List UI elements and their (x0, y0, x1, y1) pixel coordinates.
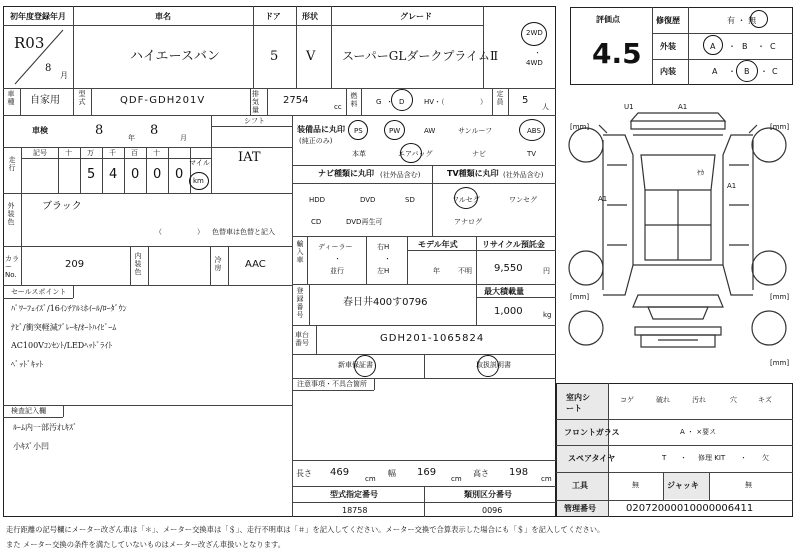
color-no: 209 (65, 259, 85, 270)
mileage-digit: 0 (131, 167, 140, 182)
fuel-close: ） (480, 98, 487, 106)
main-form (3, 6, 556, 517)
score-value: 4.5 (592, 37, 642, 70)
mileage-digit: 4 (109, 167, 118, 182)
cm-unit: cm (365, 475, 376, 483)
jack: 無 (745, 481, 752, 489)
seat-hole: 穴 (730, 396, 737, 404)
drive-2wd-circle (521, 22, 547, 46)
class-no: 0096 (482, 506, 503, 515)
km-circle (189, 172, 209, 190)
interior-b: B (744, 67, 750, 76)
caution-label: 注意事項・不具合箇所 (297, 380, 367, 388)
mark-a1-left: A1 (598, 195, 608, 203)
mgmt-label: 管理番号 (564, 504, 596, 513)
exterior-b: B (742, 42, 748, 51)
inspector-note-line: 小ｷｽﾞ小凹 (13, 442, 49, 451)
fuel-d-circle (391, 89, 413, 111)
shape-label: 形状 (302, 12, 318, 21)
nav-dvd: DVD (360, 196, 376, 204)
doors: 5 (270, 49, 279, 64)
spare-kit: 修理 KIT (698, 454, 726, 462)
seat-scratch: キズ (758, 396, 772, 404)
interior-b-circle (736, 60, 758, 82)
manual-circle (477, 355, 499, 377)
tools: 無 (632, 481, 639, 489)
mark-u1: U1 (624, 103, 634, 111)
shift-label: シフト (244, 117, 265, 125)
nav-title: ナビ種類に丸印 (318, 169, 374, 178)
shaken-year: 8 (95, 123, 104, 138)
spare-label: スペアタイヤ (568, 454, 616, 463)
kg-unit: kg (543, 311, 552, 319)
recycle-label: リサイクル預託金 (482, 240, 545, 249)
selling-point-line: AC100Vｺﾝｾﾝﾄ/LEDﾍｯﾄﾞﾗｲﾄ (11, 341, 113, 350)
doors-label: ドア (265, 12, 281, 21)
repair-none-circle (750, 10, 768, 28)
tv-fullseg: フルセグ (452, 196, 480, 204)
equip-airbag-circle (400, 143, 422, 163)
max-load-label: 最大積載量 (484, 287, 524, 296)
ac: AAC (245, 259, 266, 270)
equip-pw-circle (384, 120, 405, 140)
grade-label: グレード (400, 12, 432, 21)
cc-unit: cc (334, 103, 342, 111)
ac-label: 冷房 (214, 256, 222, 272)
shaken-label: 車検 (32, 126, 48, 135)
equipment-title: 装備品に丸印 (297, 125, 345, 134)
equip-ps: PS (354, 127, 363, 135)
scale-label: [mm] (570, 293, 590, 301)
jack-label: ジャッキ (667, 481, 699, 490)
equip-abs: ABS (527, 127, 541, 135)
windshield-label: フロントガラス (564, 428, 620, 437)
manual: 取扱説明書 (476, 361, 511, 369)
exterior-a-circle (703, 35, 723, 55)
car-name-label: 車名 (155, 12, 171, 21)
digit-label: 百 (131, 149, 138, 157)
equipment-subtitle: (純正のみ) (299, 137, 333, 145)
usage: 自家用 (30, 95, 60, 106)
first-reg-month: 8 (45, 63, 52, 74)
mile-label: マイル (189, 159, 210, 167)
km-unit: km (193, 177, 204, 185)
nav-hdd: HDD (309, 196, 326, 204)
equip-pw: PW (389, 127, 401, 135)
chassis: GDH201-1065824 (380, 333, 485, 344)
import-dealer: ディーラー (318, 243, 353, 251)
seat-burn: コゲ (620, 396, 634, 404)
model-label: 型式 (78, 90, 86, 106)
model-year-unit: 年 (433, 267, 440, 275)
digit-label: 十 (153, 149, 160, 157)
nav-dvd-playback: DVD再生可 (346, 218, 383, 226)
equip-aw: AW (424, 127, 436, 135)
shape: V (306, 49, 316, 64)
shaken-month: 8 (150, 123, 159, 138)
chassis-label: 車台番号 (295, 331, 309, 347)
color-no-label: カラーNo. (5, 255, 19, 279)
import-label: 輸入車 (296, 240, 304, 264)
capacity-label: 定員 (496, 90, 504, 106)
digit-label: 記号 (33, 149, 47, 157)
height: 198 (509, 467, 529, 478)
grade: スーパーGLダークプライムⅡ (342, 49, 499, 63)
equip-airbag: エアバッグ (398, 150, 433, 158)
import-left: 左H (377, 267, 390, 275)
score-label: 評価点 (596, 15, 620, 24)
equip-abs-circle (519, 119, 545, 141)
mark-ya: ﾔｶ (697, 169, 704, 177)
spare-t: T (662, 454, 667, 462)
max-load: 1,000 (494, 306, 523, 317)
warranty-circle (354, 355, 376, 377)
first-reg-year: R03 (14, 34, 45, 52)
tv-oneseg: ワンセグ (509, 196, 537, 204)
color-note: 色替車は色替と記入 (212, 228, 275, 236)
displacement: 2754 (283, 95, 309, 106)
model: QDF-GDH201V (120, 95, 206, 106)
footer-line-1: 走行距離の記号欄にメーター改ざん車は「＊」、メーター交換車は「＄」、走行不明車は「＃」を記入してください。メーター交換で合算表示した場合にも「＄」を記入してください。 (6, 525, 605, 534)
exterior-a: A (710, 42, 716, 51)
tv-title: TV種類に丸印 (447, 169, 499, 178)
import-right: 右H (377, 243, 390, 251)
repair-options: 有 ・ 無 (727, 16, 757, 25)
mgmt: 02072000010000006411 (626, 503, 754, 514)
interior-color-label: 内装色 (134, 252, 142, 276)
digit-label: 万 (87, 149, 94, 157)
repair-label: 修復歴 (656, 16, 680, 25)
windshield: A ・ ×要ス (680, 428, 717, 436)
car-damage-diagram (563, 95, 793, 380)
equip-ps-circle (348, 120, 368, 140)
width: 169 (417, 467, 437, 478)
shaken-year-unit: 年 (128, 134, 135, 142)
fuel-hv: HV・（ (424, 98, 445, 106)
exterior-c: C (770, 42, 776, 51)
shaken-month-unit: 月 (180, 134, 187, 142)
drive-4wd: 4WD (526, 59, 543, 67)
mileage-digit: 0 (175, 167, 184, 182)
exterior-label: 外装 (660, 42, 676, 51)
inspector-notes-label: 検査記入欄 (11, 407, 46, 415)
selling-point-line: ﾊﾟﾜｰﾌｪｲｽﾞ/16ｲﾝﾁｱﾙﾐﾎｲｰﾙ/ﾛｰﾀﾞｳﾝ (11, 304, 127, 313)
fuel-g: G (376, 98, 382, 106)
equip-tv: TV (527, 150, 537, 158)
interior-a: A (712, 67, 718, 76)
height-label: 高さ (473, 469, 489, 478)
tv-sub: (社外品含む) (503, 171, 544, 179)
nav-cd: CD (311, 218, 322, 226)
equip-sunroof: サンルーフ (458, 127, 493, 135)
month-unit: 月 (60, 71, 68, 80)
digit-label: 千 (109, 149, 116, 157)
seat-stain: 汚れ (692, 396, 706, 404)
scale-label: [mm] (770, 359, 790, 367)
type-no-label: 型式指定番号 (330, 490, 378, 499)
car-name: ハイエースバン (130, 49, 220, 64)
seat-label: 室内シート (566, 393, 590, 413)
length-label: 長さ (296, 469, 312, 478)
color-value: ブラック (42, 201, 82, 212)
scale-label: [mm] (770, 293, 790, 301)
type-no: 18758 (342, 506, 368, 515)
recycle-value: 9,550 (494, 263, 523, 274)
shift: IAT (238, 150, 261, 165)
scale-label: [mm] (570, 123, 590, 131)
usage-label: 車種 (7, 90, 15, 106)
equip-navi: ナビ (472, 150, 486, 158)
fuel-d: D (399, 98, 405, 106)
cm-unit: cm (541, 475, 552, 483)
mileage-label: 走行 (8, 156, 16, 172)
equip-leather: 本革 (352, 150, 366, 158)
digit-label: 十 (65, 149, 72, 157)
scale-label: [mm] (770, 123, 790, 131)
displacement-label: 排気量 (252, 90, 259, 114)
fuel-label: 燃料 (350, 92, 358, 108)
reg-label: 登録番号 (296, 287, 304, 319)
width-label: 幅 (388, 469, 396, 478)
selling-point-line: ﾍﾞｯﾄﾞｷｯﾄ (11, 360, 43, 369)
warranty: 新車保証書 (338, 361, 373, 369)
model-year-label: モデル年式 (418, 240, 458, 249)
seat-tear: 破れ (656, 396, 670, 404)
model-year-unknown: 不明 (458, 267, 472, 275)
class-no-label: 類別区分番号 (464, 490, 512, 499)
mileage-digit: 5 (87, 167, 96, 182)
spare-none: 欠 (762, 454, 769, 462)
reg-value: 春日井400す0796 (343, 297, 428, 308)
nav-sub: (社外品含む) (380, 171, 421, 179)
tools-label: 工具 (572, 481, 588, 490)
tv-fullseg-circle (454, 187, 478, 209)
mark-a1-right: A1 (727, 182, 737, 190)
length: 469 (330, 467, 350, 478)
color-paren: （ ） (155, 228, 204, 236)
mileage-digit: 0 (153, 167, 162, 182)
inspector-note-line: ﾙｰﾑ内一部汚れｷｽﾞ (13, 423, 77, 432)
cm-unit: cm (451, 475, 462, 483)
footer-line-2: また メーター交換の条件を満たしていないものはメーター改ざん車扱いとなります。 (6, 540, 286, 549)
import-parallel: 並行 (330, 267, 344, 275)
nav-sd: SD (405, 196, 415, 204)
interior-c: C (772, 67, 778, 76)
selling-point-line: ﾅﾋﾞ/衝突軽減ﾌﾞﾚｰｷ/ｵｰﾄﾊｲﾋﾞｰﾑ (11, 323, 117, 332)
tv-analog: アナログ (454, 218, 482, 226)
color-label: 外装色 (7, 202, 15, 226)
first-reg-label: 初年度登録年月 (10, 12, 66, 21)
drive-2wd: 2WD (526, 29, 543, 37)
capacity: 5 (522, 95, 529, 106)
person-unit: 人 (542, 103, 549, 111)
yen-unit: 円 (543, 267, 550, 275)
interior-label: 内装 (660, 67, 676, 76)
selling-points-label: セールスポイント (11, 288, 67, 296)
mark-a1-top: A1 (678, 103, 688, 111)
